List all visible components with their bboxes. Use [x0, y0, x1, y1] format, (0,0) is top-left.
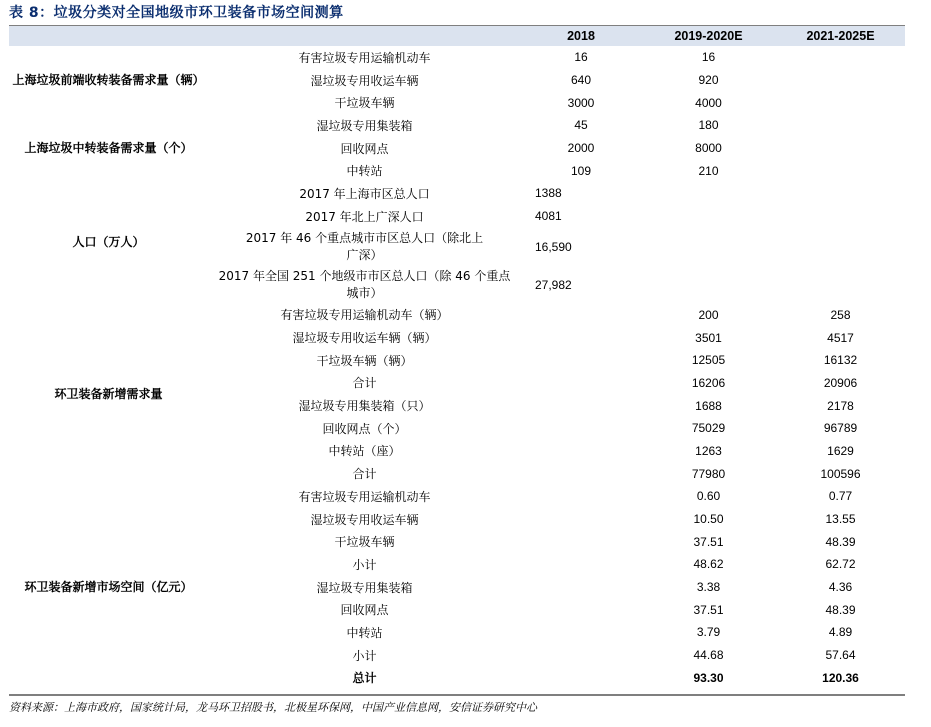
value-2021-2025: 62.72	[825, 557, 856, 572]
value-2019-2020: 93.30	[693, 670, 724, 685]
category-new-demand: 环卫装备新增需求量	[54, 386, 163, 401]
value-2018: 16,590	[535, 239, 572, 254]
value-2021-2025: 13.55	[825, 512, 856, 527]
value-2019-2020: 10.50	[693, 512, 724, 527]
header-2021-2025e: 2021-2025E	[776, 26, 905, 46]
value-2019-2020: 44.68	[693, 648, 724, 663]
header-row	[9, 26, 905, 46]
item-label: 湿垃圾专用集装箱	[316, 118, 413, 133]
value-2019-2020: 37.51	[693, 602, 724, 617]
value-2021-2025	[776, 159, 905, 182]
header-item	[208, 26, 521, 46]
item-label: 有害垃圾专用运输机动车	[298, 489, 431, 504]
category-market-space: 环卫装备新增市场空间（亿元）	[24, 579, 193, 594]
item-label: 2017 年 46 个重点城市市区总人口（除北上广深）	[245, 230, 484, 262]
value-2021-2025: 100596	[820, 466, 861, 481]
value-2019-2020: 4000	[695, 95, 722, 110]
value-2021-2025: 48.39	[825, 602, 856, 617]
table-title: 表 8：垃圾分类对全国地级市环卫装备市场空间测算	[9, 5, 344, 21]
value-2019-2020: 0.60	[696, 489, 721, 504]
value-2021-2025: 0.77	[828, 489, 853, 504]
value-2021-2025	[776, 114, 905, 137]
value-2019-2020: 3.38	[696, 580, 721, 595]
value-2018: 27,982	[535, 277, 572, 292]
category-shanghai-front: 上海垃圾前端收转装备需求量（辆）	[12, 72, 205, 87]
value-2019-2020: 48.62	[693, 557, 724, 572]
value-2019-2020: 3501	[695, 330, 722, 345]
category-population: 人口（万人）	[72, 235, 145, 250]
value-2021-2025: 4517	[827, 330, 854, 345]
item-label: 回收网点	[340, 603, 389, 618]
item-label: 中转站	[346, 164, 383, 179]
value-2019-2020: 200	[698, 307, 719, 322]
item-label: 小计	[352, 648, 377, 663]
value-2019-2020: 3.79	[696, 625, 721, 640]
source-note: 资料来源：上海市政府，国家统计局，龙马环卫招股书，北极星环保网，中国产业信息网，安信证券研究中心	[9, 701, 537, 714]
value-2019-2020: 16206	[691, 375, 726, 390]
value-2018: 45	[574, 118, 588, 133]
item-label: 湿垃圾专用收运车辆（辆）	[292, 331, 437, 346]
header-2018: 2018	[521, 26, 641, 46]
item-label: 小计	[352, 557, 377, 572]
value-2021-2025: 4.36	[828, 580, 853, 595]
value-2021-2025	[776, 91, 905, 114]
item-label: 湿垃圾专用集装箱	[316, 580, 413, 595]
value-2019-2020: 12505	[691, 353, 726, 368]
value-2021-2025: 48.39	[825, 534, 856, 549]
market-estimate-table	[9, 26, 905, 689]
value-2021-2025	[776, 69, 905, 92]
item-label: 2017 年全国 251 个地级市市区总人口（除 46 个重点城市）	[218, 268, 511, 300]
value-2019-2020: 1688	[695, 398, 722, 413]
value-2021-2025: 57.64	[825, 648, 856, 663]
item-label: 2017 年北上广深人口	[305, 209, 424, 224]
table-row	[9, 114, 905, 137]
value-2021-2025: 258	[830, 307, 851, 322]
item-label: 总计	[352, 671, 377, 686]
item-label: 湿垃圾专用收运车辆	[310, 512, 419, 527]
value-2019-2020: 8000	[695, 141, 722, 156]
item-label: 回收网点（个）	[322, 421, 407, 436]
item-label: 合计	[352, 376, 377, 391]
item-label: 湿垃圾专用集装箱（只）	[298, 399, 431, 414]
item-label: 中转站（座）	[328, 444, 401, 459]
value-2021-2025: 16132	[823, 353, 858, 368]
header-category	[9, 26, 208, 46]
value-2018: 4081	[535, 209, 562, 224]
item-label: 回收网点	[340, 141, 389, 156]
value-2021-2025: 4.89	[828, 625, 853, 640]
value-2018: 1388	[535, 186, 562, 201]
item-label: 干垃圾车辆	[334, 96, 395, 111]
item-label: 湿垃圾专用收运车辆	[310, 73, 419, 88]
value-2019-2020: 180	[698, 118, 719, 133]
item-label: 中转站	[346, 625, 383, 640]
value-2021-2025: 1629	[827, 443, 854, 458]
table-row	[9, 485, 905, 508]
value-2019-2020: 1263	[695, 443, 722, 458]
value-2021-2025: 120.36	[822, 670, 859, 685]
value-2019-2020: 920	[698, 73, 719, 88]
value-2018: 16	[574, 50, 588, 65]
header-2019-2020e: 2019-2020E	[641, 26, 776, 46]
item-label: 合计	[352, 467, 377, 482]
table-row	[9, 182, 905, 205]
value-2019-2020: 210	[698, 163, 719, 178]
value-2018: 640	[570, 73, 592, 88]
item-label: 干垃圾车辆	[334, 535, 395, 550]
value-2019-2020: 77980	[691, 466, 726, 481]
value-2021-2025	[776, 46, 905, 69]
value-2018: 109	[570, 163, 592, 178]
value-2021-2025: 96789	[823, 421, 858, 436]
value-2018: 3000	[567, 95, 595, 110]
table-row	[9, 304, 905, 327]
value-2021-2025	[776, 137, 905, 160]
category-shanghai-mid: 上海垃圾中转装备需求量（个）	[24, 140, 193, 155]
value-2019-2020: 75029	[691, 421, 726, 436]
item-label: 有害垃圾专用运输机动车	[298, 50, 431, 65]
table-row	[9, 46, 905, 69]
item-label: 2017 年上海市区总人口	[299, 186, 430, 201]
table-bottom-divider	[9, 694, 905, 696]
value-2021-2025: 20906	[823, 375, 858, 390]
value-2021-2025: 2178	[827, 398, 854, 413]
item-label: 有害垃圾专用运输机动车（辆）	[280, 308, 449, 323]
value-2018: 2000	[567, 141, 595, 156]
item-label: 干垃圾车辆（辆）	[316, 353, 413, 368]
value-2019-2020: 16	[701, 50, 716, 65]
value-2019-2020: 37.51	[693, 534, 724, 549]
